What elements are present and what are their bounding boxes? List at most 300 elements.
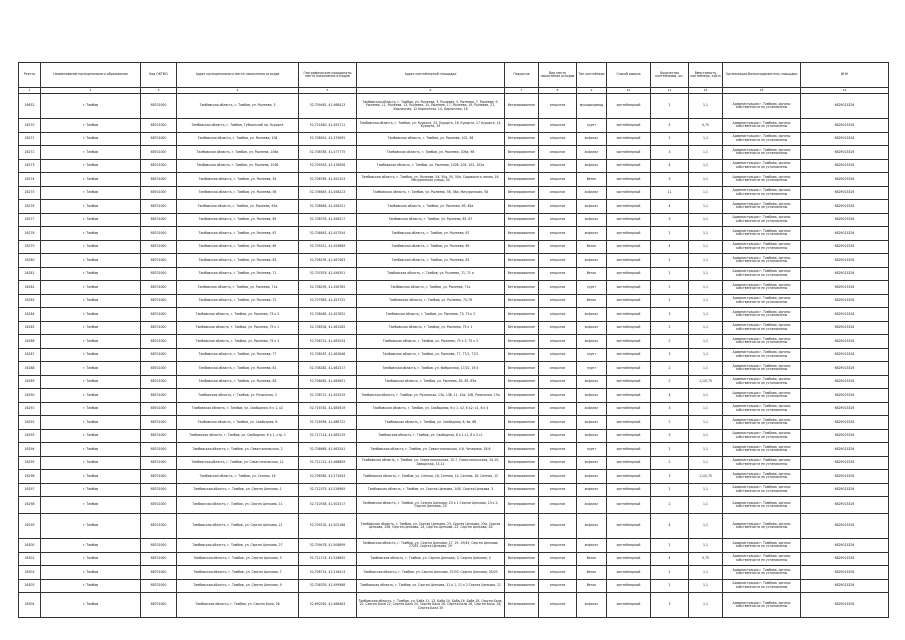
cell-mo: г. Тамбов (41, 514, 141, 539)
cell-kind: открытое (539, 514, 577, 539)
cell-kind: открытое (539, 267, 577, 281)
cell-oktmo: 68701000 (141, 362, 177, 376)
cell-oktmo: 68701000 (141, 94, 177, 119)
cell-kind: открытое (539, 308, 577, 322)
cell-cover: бетонированное (505, 456, 539, 470)
cell-inn: 6829015326 (801, 429, 889, 443)
column-number: 3 (141, 88, 177, 94)
column-header: Код ОКТМО (141, 63, 177, 88)
cell-org: Администрация г. Тамбова, органы собственности не установлены (723, 186, 801, 200)
cell-id: 16284 (19, 308, 41, 322)
cell-method: контейнерный (607, 213, 651, 227)
cell-inn: 6829015326 (801, 132, 889, 146)
cell-vol: 1,1 (689, 267, 723, 281)
cell-inn: 6829015326 (801, 470, 889, 484)
cell-addr: Тамбовская область, г. Тамбов, ул. Сергея Цепкова, 3 (177, 552, 299, 566)
cell-oktmo: 68701000 (141, 443, 177, 457)
column-header: Вид места накопления отходов (539, 63, 577, 88)
cell-org: Администрация г. Тамбова, органы собственности не установлены (723, 416, 801, 430)
cell-kind: открытое (539, 281, 577, 295)
cell-inn: 6829015326 (801, 362, 889, 376)
cell-addr: Тамбовская область, г. Тамбов, ул. Сергея Цепкова, 9 (177, 579, 299, 593)
cell-addr: Тамбовская область, г. Тамбов, ул. Рылеева, 81 (177, 362, 299, 376)
cell-type: асфальт (577, 321, 607, 335)
cell-site: Тамбовская область, г. Тамбов, ул. Рылеева, 75 к 3, 75 к 2 (357, 335, 505, 349)
cell-addr: Тамбовская область, г. Тамбов, ул. Рязанская, 2 (177, 389, 299, 403)
cell-id: 16296 (19, 470, 41, 484)
cell-kind: открытое (539, 470, 577, 484)
cell-method: контейнерный (607, 579, 651, 593)
column-header: Количество контейнеров, шт. (651, 63, 689, 88)
cell-count: 2 (651, 254, 689, 268)
cell-site: Тамбовская область, г. Тамбов, ул. Рылеева, 3, Рылеева, 5, Рылеева, 7, Рылеева, 9, Рылеева, 11, Рылеева, 13, Рылеева, 15, Рылеева, 17, Рылеева, 19, Рылеева, 21, Кирпичная, 12 Кирпичная, 14, Кирпичная, 16 (357, 94, 505, 119)
cell-mo: г. Тамбов (41, 483, 141, 497)
cell-addr: Тамбовская область, г. Тамбов, ул. Рылеева, 63а (177, 200, 299, 214)
cell-vol: 1,1 (689, 146, 723, 160)
cell-mo: г. Тамбов (41, 497, 141, 514)
cell-mo: г. Тамбов (41, 389, 141, 403)
cell-cover: бетонированное (505, 159, 539, 173)
cell-id: 16290 (19, 389, 41, 403)
cell-mo: г. Тамбов (41, 281, 141, 295)
cell-kind: открытое (539, 402, 577, 416)
cell-addr: Тамбовская область, г. Тамбов, ул. Рылеева, 56 (177, 186, 299, 200)
cell-oktmo: 68701000 (141, 186, 177, 200)
cell-id: 16293 (19, 429, 41, 443)
cell-method: контейнерный (607, 416, 651, 430)
cell-coords: 52.716994, 41.486722 (299, 416, 357, 430)
cell-mo: г. Тамбов (41, 254, 141, 268)
registry-table (18, 62, 889, 618)
cell-coords: 52.708187, 41.461646 (299, 348, 357, 362)
cell-method: контейнерный (607, 281, 651, 295)
cell-coords: 52.709353, 41.476456 (299, 159, 357, 173)
cell-org: Администрация г. Тамбова, органы собственности не установлены (723, 514, 801, 539)
table-row (19, 254, 889, 268)
cell-mo: г. Тамбов (41, 416, 141, 430)
cell-cover: бетонированное (505, 254, 539, 268)
cell-coords: 52.708715, 41.462524 (299, 335, 357, 349)
cell-coords: 52.709462, 41.468413 (299, 94, 357, 119)
table-row (19, 552, 889, 566)
cell-coords: 52.708335, 41.499988 (299, 579, 357, 593)
cell-addr: Тамбовская область, г. Тамбов, ул. Сергея Цепкова, 7 (177, 566, 299, 580)
cell-id: 16303 (19, 579, 41, 593)
cell-oktmo: 68701000 (141, 389, 177, 403)
table-row (19, 593, 889, 618)
cell-method: контейнерный (607, 321, 651, 335)
cell-inn: 6829015326 (801, 375, 889, 389)
cell-kind: открытое (539, 94, 577, 119)
cell-mo: г. Тамбов (41, 470, 141, 484)
cell-org: Администрация г. Тамбова, органы собственности не установлены (723, 593, 801, 618)
cell-kind: открытое (539, 159, 577, 173)
cell-addr: Тамбовская область, г. Тамбов, ул. Рылеева, 83 (177, 375, 299, 389)
table-row (19, 321, 889, 335)
cell-org: Администрация г. Тамбова, органы собственности не установлены (723, 443, 801, 457)
cell-org: Администрация г. Тамбова, органы собственности не установлены (723, 483, 801, 497)
cell-count: 2 (651, 416, 689, 430)
cell-inn: 6829015326 (801, 294, 889, 308)
cell-mo: г. Тамбов (41, 294, 141, 308)
cell-vol: 1,1 (689, 294, 723, 308)
cell-addr: Тамбовская область, г. Тамбов, ул. Сергея Бала, 26 (177, 593, 299, 618)
cell-id: 16277 (19, 213, 41, 227)
cell-count: 4 (651, 552, 689, 566)
cell-addr: Тамбовская область, г. Тамбов, ул. Сергея Цепкова, 1 (177, 483, 299, 497)
cell-kind: открытое (539, 254, 577, 268)
cell-kind: открытое (539, 429, 577, 443)
cell-oktmo: 68701000 (141, 429, 177, 443)
cell-kind: открытое (539, 119, 577, 133)
table-row (19, 375, 889, 389)
cell-org: Администрация г. Тамбова, органы собственности не установлены (723, 119, 801, 133)
cell-site: Тамбовская область, г. Тамбов, ул. Севастопольская, 15-7, Севастопольская, 10-10, Заводская, 13-11 (357, 456, 505, 470)
cell-type: асфальт (577, 335, 607, 349)
cell-coords: 52.709135, 41.502188 (299, 514, 357, 539)
cell-oktmo: 68701000 (141, 456, 177, 470)
cell-vol: 1,1 (689, 335, 723, 349)
cell-kind: открытое (539, 321, 577, 335)
cell-coords: 52.708462, 41.464901 (299, 375, 357, 389)
cell-inn: 6829015326 (801, 200, 889, 214)
cell-coords: 52.690261, 41.468463 (299, 593, 357, 618)
cell-addr: Тамбовская область, г. Тамбов, ул. Рылеева, 83 (177, 254, 299, 268)
cell-oktmo: 68701000 (141, 497, 177, 514)
cell-inn: 6829015326 (801, 94, 889, 119)
column-number: 11 (651, 88, 689, 94)
cell-id: 16297 (19, 483, 41, 497)
cell-type: асфальт (577, 186, 607, 200)
table-row (19, 579, 889, 593)
cell-method: контейнерный (607, 497, 651, 514)
column-number: 6 (357, 88, 505, 94)
cell-count: 3 (651, 213, 689, 227)
cell-mo: г. Тамбов (41, 240, 141, 254)
cell-type: асфальт (577, 200, 607, 214)
cell-oktmo: 68701000 (141, 240, 177, 254)
cell-type: грунт (577, 281, 607, 295)
cell-coords: 52.708534, 41.461285 (299, 321, 357, 335)
cell-addr: Тамбовская область, г. Тамбов, ул. Рылеева, 102б (177, 159, 299, 173)
cell-vol: 1,1 (689, 362, 723, 376)
cell-org: Администрация г. Тамбова, органы собственности не установлены (723, 552, 801, 566)
cell-oktmo: 68701000 (141, 593, 177, 618)
cell-site: Тамбовская область, г. Тамбов, ул. Фабричная, 17/22, 19-5 (357, 362, 505, 376)
cell-vol: 1,1 (689, 227, 723, 241)
cell-site: Тамбовская область, г. Тамбов, ул. Рылеева, 56, 58а, Мичуринская, 58 (357, 186, 505, 200)
cell-vol: 1,1 (689, 348, 723, 362)
column-number: 4 (177, 88, 299, 94)
cell-inn: 6829015326 (801, 267, 889, 281)
cell-cover: бетонированное (505, 335, 539, 349)
cell-vol: 1,1 (689, 281, 723, 295)
cell-count: 2 (651, 335, 689, 349)
cell-cover: бетонированное (505, 579, 539, 593)
cell-id: 16298 (19, 497, 41, 514)
cell-kind: открытое (539, 375, 577, 389)
cell-type: асфальт (577, 159, 607, 173)
cell-site: Тамбовская область, г. Тамбов, ул. Курорта, 23, Курорта, 18, Курорта, 17 Курорта, 15, Курорта, 19 (357, 119, 505, 133)
cell-inn: 6829015326 (801, 227, 889, 241)
cell-org: Администрация г. Тамбова, органы собственности не установлены (723, 456, 801, 470)
cell-count: 5 (651, 119, 689, 133)
cell-cover: бетонированное (505, 593, 539, 618)
table-row (19, 308, 889, 322)
cell-id: 16291 (19, 402, 41, 416)
cell-mo: г. Тамбов (41, 132, 141, 146)
column-number: 9 (577, 88, 607, 94)
cell-count: 2 (651, 566, 689, 580)
cell-type: асфальт (577, 497, 607, 514)
cell-coords: 52.708295, 41.456785 (299, 281, 357, 295)
cell-kind: открытое (539, 389, 577, 403)
cell-inn: 6829015326 (801, 566, 889, 580)
column-header: Адрес контейнерной площадки (357, 63, 505, 88)
cell-addr: Тамбовская область, г. Тамбов, ул. Свободная, 6 к 1, стр. 1 (177, 429, 299, 443)
column-number: 12 (689, 88, 723, 94)
column-header: Тип контейнера (577, 63, 607, 88)
cell-vol: 1,1 (689, 456, 723, 470)
cell-oktmo: 68701000 (141, 402, 177, 416)
cell-org: Администрация г. Тамбова, органы собственности не установлены (723, 254, 801, 268)
cell-org: Администрация г. Тамбова, органы собственности не установлены (723, 402, 801, 416)
cell-inn: 6829015326 (801, 146, 889, 160)
cell-kind: открытое (539, 579, 577, 593)
cell-type: бетон (577, 294, 607, 308)
cell-coords: 52.708714, 41.516413 (299, 566, 357, 580)
cell-method: контейнерный (607, 470, 651, 484)
cell-cover: бетонированное (505, 132, 539, 146)
header-row (19, 63, 889, 88)
cell-addr: Тамбовская область, г. Тамбов, ул. Сенная, 16 (177, 470, 299, 484)
cell-oktmo: 68701000 (141, 294, 177, 308)
cell-addr: Тамбовская область, г. Тамбов, ул. Сергея Цепкова, 27 (177, 539, 299, 553)
cell-cover: бетонированное (505, 94, 539, 119)
cell-count: 3 (651, 402, 689, 416)
column-number: 14 (801, 88, 889, 94)
cell-inn: 6829015326 (801, 443, 889, 457)
cell-site: Тамбовская область, г. Тамбов, ул. Рылеева, 102, 98 (357, 132, 505, 146)
cell-type: асфальт (577, 227, 607, 241)
cell-oktmo: 68701000 (141, 146, 177, 160)
cell-cover: бетонированное (505, 186, 539, 200)
cell-site: Тамбовская область, г. Тамбов, ул. Сергея Цепкова, 27, 29, 29/43, Сергея Цепкова, 27/43, Сергея Цепкова, 29 (357, 539, 505, 553)
cell-mo: г. Тамбов (41, 173, 141, 187)
table-row (19, 132, 889, 146)
cell-cover: бетонированное (505, 416, 539, 430)
cell-cover: бетонированное (505, 514, 539, 539)
cell-vol: 1,1 (689, 308, 723, 322)
cell-addr: Тамбовская область, г. Тамбов, ул. Рылеева, 106а (177, 146, 299, 160)
cell-method: контейнерный (607, 119, 651, 133)
cell-mo: г. Тамбов (41, 362, 141, 376)
cell-oktmo: 68701000 (141, 335, 177, 349)
cell-addr: Тамбовская область, г. Тамбов, ул. Рылеева, 3 (177, 94, 299, 119)
cell-method: контейнерный (607, 335, 651, 349)
cell-type: грунт (577, 348, 607, 362)
column-header: Вместимость контейнера, куб.м (689, 63, 723, 88)
cell-mo: г. Тамбов (41, 566, 141, 580)
cell-method: контейнерный (607, 94, 651, 119)
cell-cover: бетонированное (505, 321, 539, 335)
cell-site: Тамбовская область, г. Тамбов, ул. Рылеева, 83 (357, 254, 505, 268)
cell-mo: г. Тамбов (41, 539, 141, 553)
cell-site: Тамбовская область, г. Тамбов, ул. Рылеева, 71а (357, 281, 505, 295)
table-row (19, 514, 889, 539)
cell-vol: 0,75 (689, 552, 723, 566)
cell-method: контейнерный (607, 362, 651, 376)
cell-inn: 6829015326 (801, 213, 889, 227)
column-header: Наименование муниципального образования (41, 63, 141, 88)
table-row (19, 389, 889, 403)
cell-org: Администрация г. Тамбова, органы собственности не установлены (723, 294, 801, 308)
table-row (19, 470, 889, 484)
cell-cover: бетонированное (505, 375, 539, 389)
cell-org: Администрация г. Тамбова, органы собственности не установлены (723, 429, 801, 443)
cell-type: асфальт (577, 539, 607, 553)
cell-inn: 6829015326 (801, 119, 889, 133)
cell-site: Тамбовская область, г. Тамбов, ул. Сергея Цепкова, 1/40, Сергея Цепкова, 3 (357, 483, 505, 497)
cell-org: Администрация г. Тамбова, органы собственности не установлены (723, 146, 801, 160)
cell-addr: Тамбовская область, г. Тамбов, Губкинский пр. Курорта (177, 119, 299, 133)
cell-count: 3 (651, 593, 689, 618)
cell-id: 16300 (19, 539, 41, 553)
cell-id: 16280 (19, 254, 41, 268)
table-row (19, 456, 889, 470)
table-row (19, 294, 889, 308)
cell-cover: бетонированное (505, 566, 539, 580)
cell-count: 2 (651, 321, 689, 335)
cell-addr: Тамбовская область, г. Тамбов, ул. Рылеева, 69 (177, 240, 299, 254)
cell-method: контейнерный (607, 227, 651, 241)
table-row (19, 429, 889, 443)
cell-org: Администрация г. Тамбова, органы собственности не установлены (723, 213, 801, 227)
cell-vol: 1,1 (689, 579, 723, 593)
cell-vol: 1,1 (689, 173, 723, 187)
cell-coords: 52.708785, 41.477775 (299, 146, 357, 160)
cell-id: 16295 (19, 456, 41, 470)
table-row (19, 281, 889, 295)
cell-type: грунт (577, 119, 607, 133)
cell-kind: открытое (539, 416, 577, 430)
cell-coords: 52.708195, 41.467463 (299, 254, 357, 268)
cell-id: 16273 (19, 159, 41, 173)
cell-id: 16274 (19, 173, 41, 187)
cell-site: Тамбовская область, г. Тамбов, ул. Рылеева, 83, 85, 85а (357, 375, 505, 389)
cell-inn: 6829015326 (801, 159, 889, 173)
cell-kind: открытое (539, 294, 577, 308)
cell-count: 3 (651, 429, 689, 443)
cell-kind: открытое (539, 335, 577, 349)
cell-coords: 52.711174, 41.526692 (299, 552, 357, 566)
cell-type: бетон (577, 240, 607, 254)
cell-site: Тамбовская область, г. Тамбов, ул. Рылеева, 75 к 1 (357, 321, 505, 335)
cell-oktmo: 68701000 (141, 375, 177, 389)
cell-id: 16286 (19, 335, 41, 349)
table-row (19, 566, 889, 580)
cell-site: Тамбовская область, г. Тамбов, ул. Рылеева, 74-76 (357, 294, 505, 308)
table-row (19, 483, 889, 497)
cell-oktmo: 68701000 (141, 281, 177, 295)
cell-method: контейнерный (607, 132, 651, 146)
cell-mo: г. Тамбов (41, 335, 141, 349)
cell-kind: открытое (539, 213, 577, 227)
cell-coords: 52.708703, 41.458317 (299, 213, 357, 227)
cell-site: Тамбовская область, г. Тамбов, ул. Севастопольская, 4-6, Чичерина, 18-6 (357, 443, 505, 457)
cell-type: асфальт (577, 254, 607, 268)
cell-site: Тамбовская область, г. Тамбов, ул. Баба 11, 13, Баба 14, Баба 16, Баба 18, Сергея Бала, 22, Сергея Бала 22, Сергея Бала 24, Сергея Бала 26, Сергея Бала 26, Сергея Бала, 28, Сергея Бала 30 (357, 593, 505, 618)
cell-method: контейнерный (607, 146, 651, 160)
registry-body (19, 94, 889, 618)
cell-vol: 1,1 (689, 321, 723, 335)
cell-inn: 6829015326 (801, 539, 889, 553)
cell-coords: 52.712375, 41.526965 (299, 483, 357, 497)
cell-oktmo: 68701000 (141, 254, 177, 268)
cell-method: контейнерный (607, 159, 651, 173)
cell-cover: бетонированное (505, 119, 539, 133)
cell-kind: открытое (539, 566, 577, 580)
cell-id: 16304 (19, 593, 41, 618)
cell-inn: 6829015326 (801, 514, 889, 539)
cell-cover: бетонированное (505, 402, 539, 416)
cell-type: асфальт (577, 213, 607, 227)
cell-count: 3 (651, 146, 689, 160)
cell-org: Администрация г. Тамбова, органы собственности не установлены (723, 470, 801, 484)
cell-inn: 6829015326 (801, 389, 889, 403)
cell-addr: Тамбовская область, г. Тамбов, ул. Рылеева, 106 (177, 132, 299, 146)
cell-org: Администрация г. Тамбова, органы собственности не установлены (723, 497, 801, 514)
cell-oktmo: 68701000 (141, 119, 177, 133)
cell-addr: Тамбовская область, г. Тамбов, ул. Рылеева, 71а (177, 281, 299, 295)
cell-method: контейнерный (607, 483, 651, 497)
cell-site: Тамбовская область, г. Тамбов, ул. Рылеева, 102б, 104, 102, 102а (357, 159, 505, 173)
cell-vol: 1,1 (689, 566, 723, 580)
cell-addr: Тамбовская область, г. Тамбов, ул. Рылеева, 67 (177, 227, 299, 241)
cell-coords: 52.708465, 41.457652 (299, 308, 357, 322)
cell-site: Тамбовская область, г. Тамбов, ул. Сергея Цепкова, 23 к 1 Сергея Цепкова, 23 к 2, Сергея Цепкова, 25 (357, 497, 505, 514)
cell-cover: бетонированное (505, 429, 539, 443)
cell-mo: г. Тамбов (41, 200, 141, 214)
cell-site: Тамбовская область, г. Тамбов, ул. Рылеева, 69 (357, 240, 505, 254)
cell-mo: г. Тамбов (41, 267, 141, 281)
cell-oktmo: 68701000 (141, 132, 177, 146)
column-header: Способ вывоза (607, 63, 651, 88)
cell-mo: г. Тамбов (41, 321, 141, 335)
table-row (19, 267, 889, 281)
cell-org: Администрация г. Тамбова, органы собственности не установлены (723, 94, 801, 119)
cell-org: Администрация г. Тамбова, органы собственности не установлены (723, 159, 801, 173)
cell-coords: 52.706645, 41.458223 (299, 186, 357, 200)
cell-id: 16275 (19, 186, 41, 200)
cell-coords: 52.721640, 41.455711 (299, 119, 357, 133)
cell-cover: бетонированное (505, 146, 539, 160)
cell-id: 16271 (19, 132, 41, 146)
cell-oktmo: 68701000 (141, 321, 177, 335)
cell-cover: бетонированное (505, 213, 539, 227)
cell-mo: г. Тамбов (41, 159, 141, 173)
cell-id: 16285 (19, 321, 41, 335)
cell-oktmo: 68701000 (141, 470, 177, 484)
cell-type: бетон (577, 566, 607, 580)
cell-addr: Тамбовская область, г. Тамбов, ул. Сергея Цепкова, 11 (177, 497, 299, 514)
cell-count: 4 (651, 389, 689, 403)
cell-method: контейнерный (607, 456, 651, 470)
cell-site: Тамбовская область, г. Тамбов, ул. Рылеева, 77, 77/1, 77/2 (357, 348, 505, 362)
cell-count: 4 (651, 240, 689, 254)
cell-count: 3 (651, 308, 689, 322)
cell-count: 2 (651, 294, 689, 308)
